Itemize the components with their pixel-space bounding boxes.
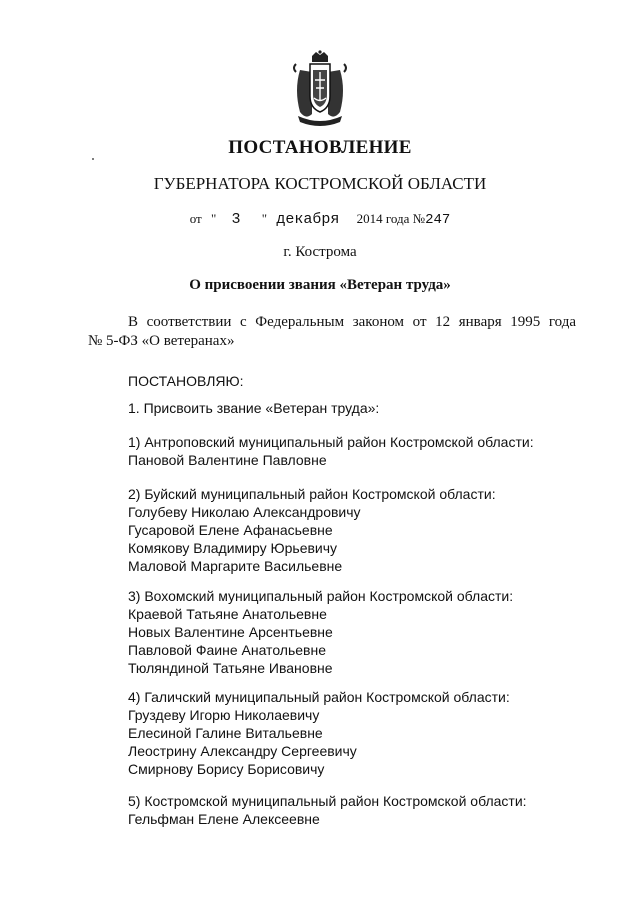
- person-name: Смирнову Борису Борисовичу: [128, 761, 325, 777]
- district-heading: 3) Вохомский муниципальный район Костромской области:: [128, 588, 514, 604]
- person-name: Павловой Фаине Анатольевне: [128, 642, 326, 658]
- clause-1: 1. Присвоить звание «Ветеран труда»:: [128, 400, 380, 416]
- preamble: [88, 313, 576, 351]
- date-year: 2014 года: [356, 211, 410, 226]
- person-name: Краевой Татьяне Анатольевне: [128, 606, 327, 622]
- person-name: Груздеву Игорю Николаевичу: [128, 707, 320, 723]
- coat-of-arms-icon: [290, 50, 350, 128]
- number-sign: №: [412, 211, 426, 226]
- date-day: 3: [231, 211, 241, 228]
- person-name: Новых Валентине Арсентьевне: [128, 624, 333, 640]
- person-name: Комякову Владимиру Юрьевичу: [128, 540, 338, 556]
- quote-close: ": [261, 211, 268, 226]
- person-name: Маловой Маргарите Васильевне: [128, 558, 343, 574]
- person-name: Тюляндиной Татьяне Ивановне: [128, 660, 333, 676]
- district-block-2: [128, 485, 598, 575]
- person-name: Елесиной Галине Витальевне: [128, 725, 323, 741]
- date-month: декабря: [276, 211, 340, 228]
- issuer-title: ГУБЕРНАТОРА КОСТРОМСКОЙ ОБЛАСТИ: [153, 174, 487, 193]
- person-name: Леострину Александру Сергеевичу: [128, 743, 357, 759]
- preamble-line-1: В соответствии с Федеральным законом от 12 января 1995 года: [128, 314, 576, 330]
- district-heading: 1) Антроповский муниципальный район Костромской области:: [128, 434, 534, 450]
- quote-open: ": [210, 211, 217, 226]
- district-block-1: [128, 433, 598, 469]
- person-name: Пановой Валентине Павловне: [128, 452, 327, 468]
- decree-word: ПОСТАНОВЛЯЮ:: [128, 373, 244, 389]
- issue-city: г. Кострома: [283, 244, 357, 260]
- district-block-3: [128, 587, 598, 677]
- preamble-line-2: № 5-ФЗ «О ветеранах»: [88, 333, 235, 349]
- person-name: Голубеву Николаю Александровичу: [128, 504, 361, 520]
- date-line: [0, 211, 640, 228]
- district-block-5: [128, 792, 598, 828]
- date-prefix: от: [189, 211, 202, 226]
- district-block-4: [128, 688, 598, 778]
- document-subject: О присвоении звания «Ветеран труда»: [189, 277, 451, 293]
- document-number: 247: [425, 212, 451, 228]
- person-name: Гусаровой Елене Афанасьевне: [128, 522, 333, 538]
- district-heading: 2) Буйский муниципальный район Костромской области:: [128, 486, 496, 502]
- district-heading: 5) Костромской муниципальный район Костромской области:: [128, 793, 527, 809]
- district-heading: 4) Галичский муниципальный район Костромской области:: [128, 689, 510, 705]
- person-name: Гельфман Елене Алексеевне: [128, 811, 320, 827]
- document-title: ПОСТАНОВЛЕНИЕ: [228, 137, 412, 158]
